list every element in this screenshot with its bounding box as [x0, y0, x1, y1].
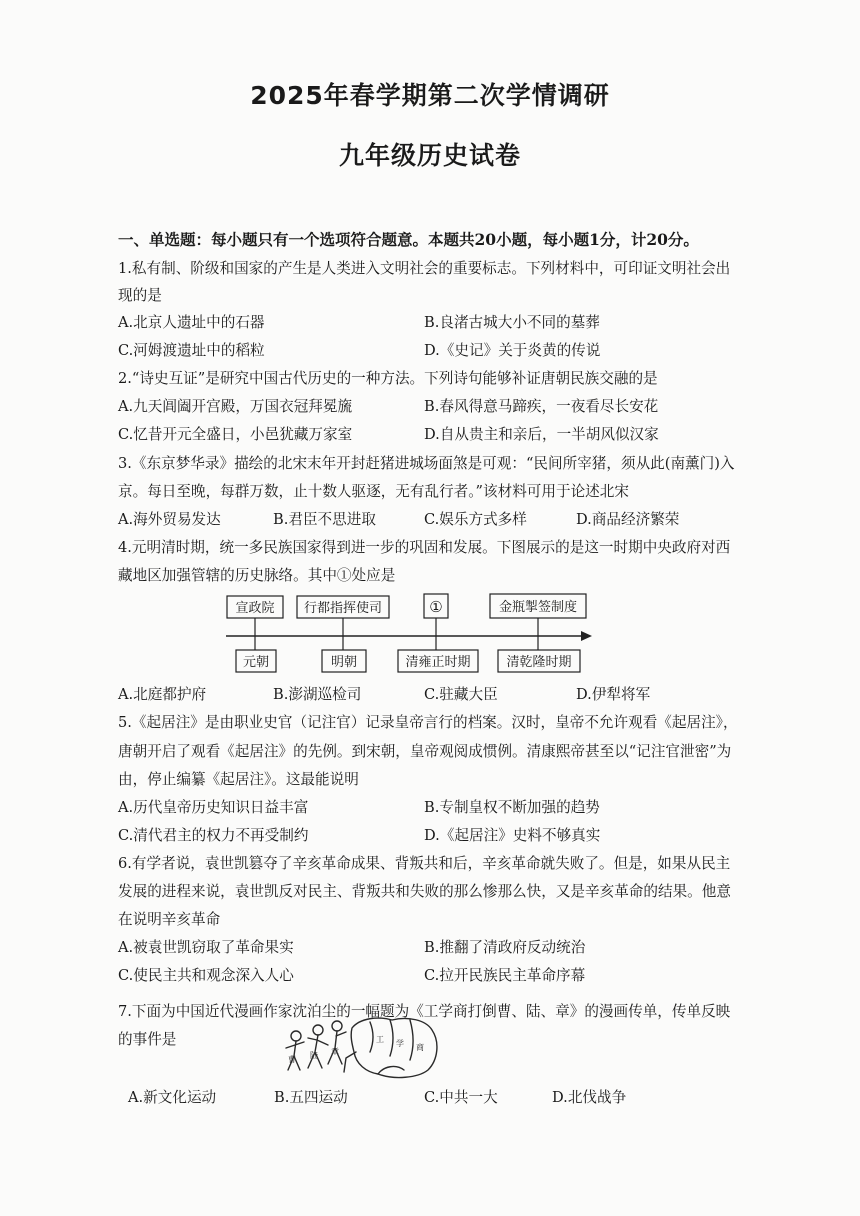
question-6-stem-line-2: 发展的进程来说，袁世凯反对民主、背叛共和失败的那么惨那么快，又是辛亥革命的结果。他意 — [118, 883, 731, 900]
question-1-stem-line-1: 1.私有制、阶级和国家的产生是人类进入文明社会的重要标志。下列材料中，可印证文明社会出 — [118, 260, 731, 277]
section-heading: 一、单选题：每小题只有一个选项符合题意。本题共20小题，每小题1分，计20分。 — [118, 230, 699, 249]
question-6-stem-line-1: 6.有学者说，袁世凯篡夺了辛亥革命成果、背叛共和后，辛亥革命就失败了。但是，如果从民主 — [118, 855, 731, 872]
exam-subtitle: 九年级历史试卷 — [338, 141, 521, 170]
question-7-option-d: D.北伐战争 — [552, 1089, 627, 1106]
question-4-stem-line-1: 4.元明清时期，统一多民族国家得到进一步的巩固和发展。下图展示的是这一时期中央政府对西 — [118, 539, 731, 556]
question-6-option-d: C.拉开民族民主革命序幕 — [424, 967, 586, 984]
question-1-option-c: C.河姆渡遗址中的稻粒 — [118, 342, 265, 359]
svg-text:陆: 陆 — [310, 1051, 318, 1060]
question-5-stem-line-2: 唐朝开启了观看《起居注》的先例。到宋朝，皇帝观阅成惯例。清康熙帝甚至以“记注官泄密”为 — [118, 743, 732, 760]
timeline-top-label-3: ① — [429, 598, 443, 616]
question-7-stem-line-2: 的事件是 — [118, 1031, 177, 1048]
question-3-option-a: A.海外贸易发达 — [118, 511, 221, 528]
timeline-bottom-label-1: 元朝 — [242, 655, 270, 670]
question-6-option-b: B.推翻了清政府反动统治 — [424, 939, 586, 956]
question-2-option-d: D.自从贵主和亲后，一半胡风似汉家 — [424, 426, 659, 443]
question-6-option-c: C.使民主共和观念深入人心 — [118, 967, 294, 984]
question-5-option-c: C.清代君主的权力不再受制约 — [118, 827, 309, 844]
question-1-option-b: B.良渚古城大小不同的墓葬 — [424, 314, 600, 331]
question-2-option-c: C.忆昔开元全盛日，小邑犹藏万家室 — [118, 426, 353, 443]
question-5-option-b: B.专制皇权不断加强的趋势 — [424, 799, 600, 816]
timeline-top-label-2: 行都指挥使司 — [303, 601, 383, 616]
svg-text:工: 工 — [376, 1035, 384, 1044]
question-4-option-c: C.驻藏大臣 — [424, 686, 498, 703]
question-4-option-b: B.澎湖巡检司 — [273, 686, 362, 703]
question-2-option-a: A.九天阊阖开宫殿，万国衣冠拜冕旒 — [118, 398, 353, 415]
svg-text:学: 学 — [396, 1039, 404, 1048]
question-5-option-d: D.《起居注》史料不够真实 — [424, 827, 601, 844]
question-3-option-c: C.娱乐方式多样 — [424, 511, 527, 528]
question-7-option-b: B.五四运动 — [274, 1089, 348, 1106]
question-3-stem-line-1: 3.《东京梦华录》描绘的北宋末年开封赶猪进城场面煞是可观：“民间所宰猪，须从此(南薰门)入 — [118, 455, 735, 472]
svg-text:章: 章 — [331, 1047, 339, 1056]
question-2-option-b: B.春风得意马蹄疾，一夜看尽长安花 — [424, 398, 659, 415]
question-6-option-a: A.被袁世凯窃取了革命果实 — [118, 939, 294, 956]
question-6-stem-line-3: 在说明辛亥革命 — [118, 911, 221, 928]
question-3-option-b: B.君臣不思进取 — [273, 511, 376, 528]
svg-text:商: 商 — [416, 1043, 424, 1052]
question-2-stem-line-1: 2.“诗史互证”是研究中国古代历史的一种方法。下列诗句能够补证唐朝民族交融的是 — [118, 370, 658, 387]
question-7-stem-line-1: 7.下面为中国近代漫画作家沈泊尘的一幅题为《工学商打倒曹、陆、章》的漫画传单，传单反映 — [118, 1003, 731, 1020]
question-4-stem-line-2: 藏地区加强管辖的历史脉络。其中①处应是 — [118, 567, 396, 584]
timeline-bottom-label-3: 清雍正时期 — [405, 655, 471, 670]
question-7-option-a: A.新文化运动 — [128, 1089, 217, 1106]
svg-text:曹: 曹 — [288, 1055, 296, 1064]
question-1-stem-line-2: 现的是 — [118, 287, 162, 304]
question-1-option-d: D.《史记》关于炎黄的传说 — [424, 342, 601, 359]
question-5-stem-line-3: 由，停止编纂《起居注》。这最能说明 — [118, 771, 359, 788]
question-3-option-d: D.商品经济繁荣 — [576, 511, 680, 528]
timeline-bottom-label-4: 清乾隆时期 — [506, 655, 572, 670]
question-4-option-d: D.伊犁将军 — [576, 686, 651, 703]
question-3-stem-line-2: 京。每日至晚，每群万数，止十数人驱逐，无有乱行者。”该材料可用于论述北宋 — [118, 483, 629, 500]
question-7-option-c: C.中共一大 — [424, 1089, 498, 1106]
cartoon-illustration-icon — [282, 1012, 442, 1084]
question-1-option-a: A.北京人遗址中的石器 — [118, 314, 265, 331]
tibet-governance-timeline — [226, 590, 596, 680]
question-4-option-a: A.北庭都护府 — [118, 686, 207, 703]
timeline-bottom-label-2: 明朝 — [330, 655, 358, 670]
exam-title: 2025年春学期第二次学情调研 — [250, 81, 610, 110]
timeline-top-label-1: 宣政院 — [235, 601, 275, 616]
timeline-top-label-4: 金瓶掣签制度 — [498, 600, 578, 615]
question-5-stem-line-1: 5.《起居注》是由职业史官（记注官）记录皇帝言行的档案。汉时，皇帝不允许观看《起居注》， — [118, 714, 738, 731]
question-5-option-a: A.历代皇帝历史知识日益丰富 — [118, 799, 309, 816]
